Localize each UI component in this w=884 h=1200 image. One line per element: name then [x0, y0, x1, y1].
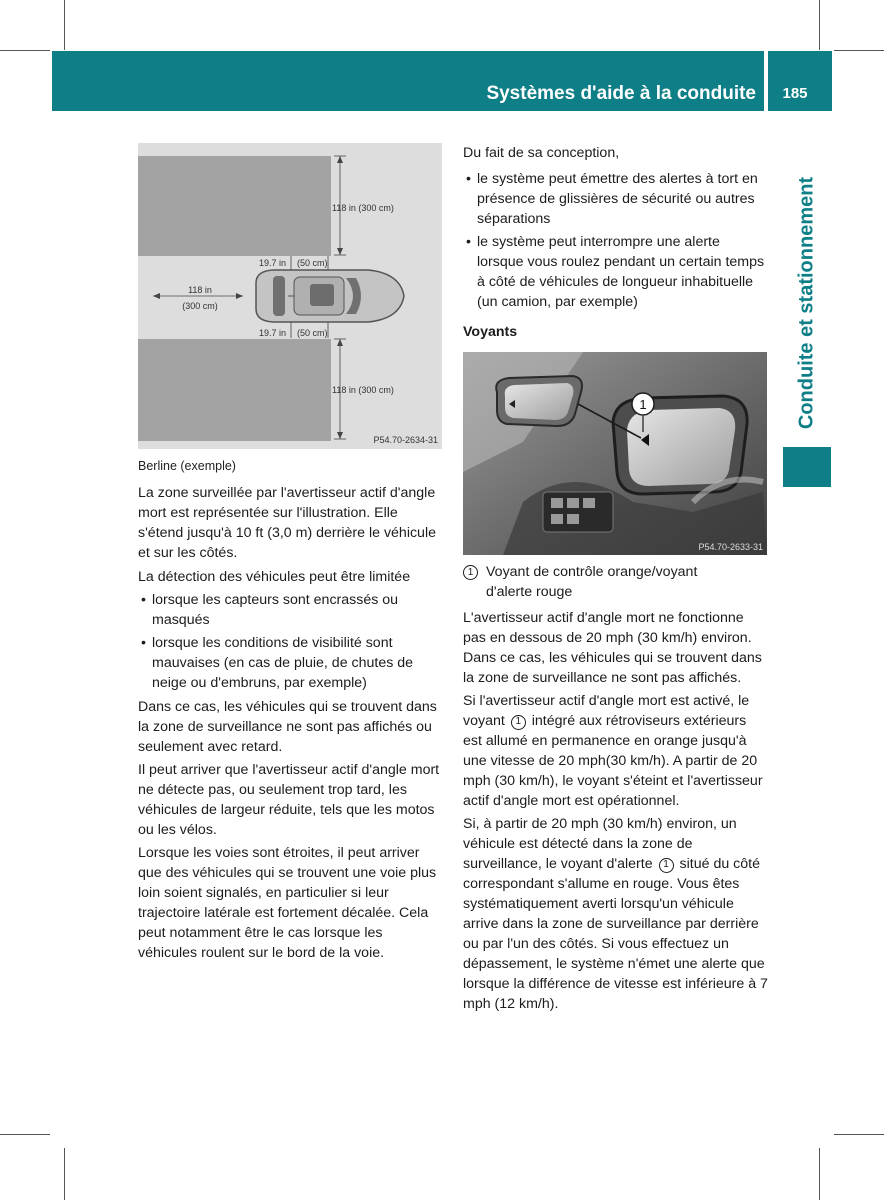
section-heading: Voyants: [463, 324, 518, 340]
dim-side-top-cm-label: (50 cm): [297, 258, 328, 268]
list-item: • lorsque les conditions de visibilité sont mauvaises (en cas de pluie, de chutes de neige ou d'embruns, par exemple): [141, 635, 414, 691]
crop-mark: [819, 1148, 820, 1200]
rear-zone-top: [138, 156, 331, 256]
figure-ref-code: P54.70-2634-31: [373, 435, 438, 445]
zone-diagram: [138, 143, 442, 449]
crop-mark: [0, 1134, 50, 1135]
bullet-list: [138, 590, 443, 693]
crop-mark: [819, 0, 820, 50]
dim-rear-top-label: 118 in (300 cm): [332, 203, 394, 213]
list-item: • le système peut interrompre une alerte lorsque vous roulez pendant un certain temps à côté de véhicules de longueur inhabituelle (un camion, par exemple): [466, 234, 765, 310]
dim-lateral-label: 118 in: [188, 285, 212, 295]
mirror-indicator-figure: [463, 352, 767, 555]
legend-number: 1: [463, 565, 478, 580]
mirror-photo: [463, 352, 767, 555]
paragraph: Du fait de sa conception,: [463, 145, 620, 161]
right-column-top: [463, 143, 769, 356]
paragraph: Il peut arriver que l'avertisseur actif d'angle mort ne détecte pas, ou seulement trop tard, les véhicules de largeur réduite, tels que les motos ou les vélos.: [138, 762, 440, 838]
paragraph: La détection des véhicules peut être limitée: [138, 569, 411, 585]
figure-caption: Berline (exemple): [138, 459, 236, 473]
dim-rear-bottom-label: 118 in (300 cm): [332, 385, 394, 395]
inline-reference-number: 1: [511, 715, 526, 730]
crop-mark: [834, 1134, 884, 1135]
crop-mark: [834, 50, 884, 51]
list-item: • lorsque les capteurs sont encrassés ou masqués: [141, 592, 399, 628]
crop-mark: [64, 1148, 65, 1200]
legend-text: Voyant de contrôle orange/voyant d'alerte rouge: [486, 564, 698, 600]
blind-spot-zone-figure: [138, 143, 442, 449]
paragraph: Dans ce cas, les véhicules qui se trouvent dans la zone de surveillance ne sont pas affichés ou seulement avec retard.: [138, 699, 437, 755]
paragraph: Si, à partir de 20 mph (30 km/h) environ, un véhicule est détecté dans la zone de surveillance, le voyant d'alerte 1 situé du côté correspondant s'allume en rouge. Vous êtes systématiquement averti lorsqu'un véhicule arrive dans la zone de surveillance par derrière ou par l'un des côtés. Si vous effectuez un dépassement, le système n'émet une alerte que lorsque la différence de vitesse est inférieure à 7 mph (12 km/h).: [463, 816, 768, 1012]
paragraph: L'avertisseur actif d'angle mort ne fonctionne pas en dessous de 20 mph (30 km/h) environ. Dans ce cas, les véhicules qui se trouvent dans la zone de surveillance ne sont pas affichés.: [463, 610, 762, 686]
section-tab: [783, 168, 831, 438]
car-icon: [256, 270, 404, 322]
bullet-list: [463, 169, 769, 312]
left-column: [138, 483, 443, 966]
crop-mark: [64, 0, 65, 50]
dim-side-bottom-cm-label: (50 cm): [297, 328, 328, 338]
callout-number: 1: [639, 397, 647, 412]
rear-zone-bottom: [138, 339, 331, 441]
figure-ref-code: P54.70-2633-31: [698, 542, 763, 552]
dim-side-top-label: 19.7 in: [259, 258, 287, 268]
page-number: 185: [782, 85, 808, 102]
dim-lateral-cm-label: (300 cm): [182, 301, 218, 311]
paragraph: Si l'avertisseur actif d'angle mort est activé, le voyant 1 intégré aux rétroviseurs extérieurs est allumé en permanence en orange jusqu'à une vitesse de 20 mph(30 km/h). A partir de 20 mph (30 km/h), le voyant s'éteint et l'avertisseur actif d'angle mort est opérationnel.: [463, 693, 763, 809]
paragraph: La zone surveillée par l'avertisseur actif d'angle mort est représentée sur l'illustration. Elle s'étend jusqu'à 10 ft (3,0 m) derrière le véhicule et sur les côtés.: [138, 485, 436, 561]
dim-side-bottom-label: 19.7 in: [259, 328, 287, 338]
page-title: Systèmes d'aide à la conduite: [486, 83, 756, 104]
section-tab-label: Conduite et stationnement: [795, 176, 818, 430]
section-marker: [783, 447, 831, 487]
figure-legend: [463, 562, 769, 602]
inline-reference-number: 1: [659, 858, 674, 873]
crop-mark: [0, 50, 50, 51]
right-column-bottom: [463, 562, 769, 1017]
list-item: • le système peut émettre des alertes à tort en présence de glissières de sécurité ou autres séparations: [466, 171, 758, 227]
paragraph: Lorsque les voies sont étroites, il peut arriver que des véhicules qui se trouvent une voie plus loin soient signalés, en particulier si leur trajectoire latérale est fortement décalée. Cela peut notamment être le cas lorsque les véhicules roulent sur le bord de la voie.: [138, 845, 437, 961]
